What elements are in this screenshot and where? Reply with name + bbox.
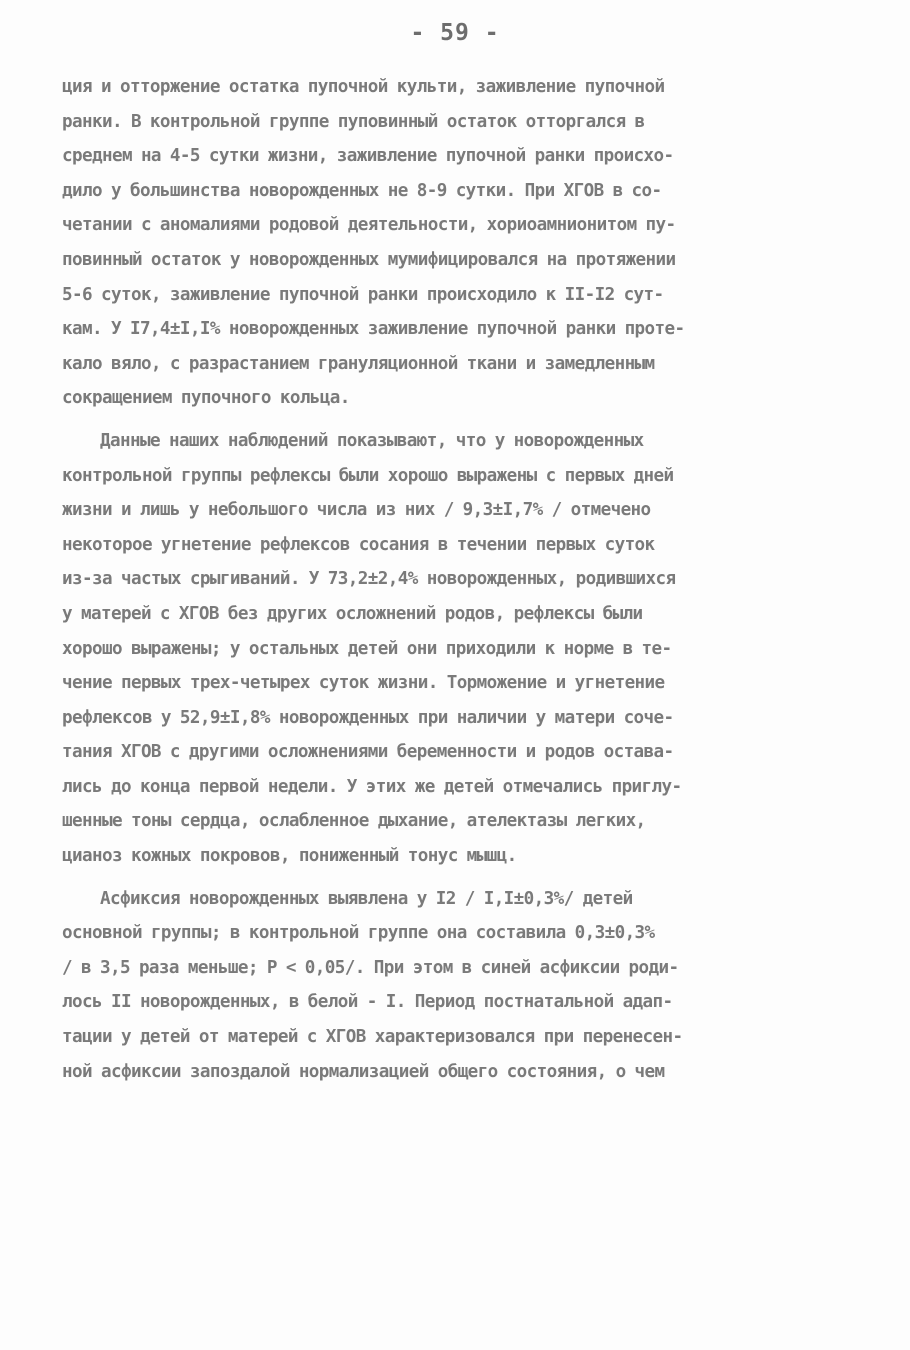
text-line: у матерей с ХГОВ без других осложнений родов, рефлексы были bbox=[62, 603, 643, 624]
text-line: основной группы; в контрольной группе она составила 0,3±0,3% bbox=[62, 923, 655, 944]
text-line: дило у большинства новорожденных не 8-9 сутки. При ХГОВ в со- bbox=[62, 180, 662, 201]
text-line: тания ХГОВ с другими осложнениями беременности и родов остава- bbox=[62, 742, 674, 763]
text-line: контрольной группы рефлексы были хорошо выражены с первых дней bbox=[62, 465, 674, 486]
text-line: кам. У I7,4±I,I% новорожденных заживление пупочной ранки проте- bbox=[62, 319, 685, 340]
text-line: сокращением пупочного кольца. bbox=[62, 388, 350, 409]
paragraph bbox=[62, 882, 852, 1090]
text-line: четании с аномалиями родовой деятельности, хориоамнионитом пу- bbox=[62, 215, 676, 236]
text-line: лось II новорожденных, в белой - I. Период постнатальной адап- bbox=[62, 992, 673, 1013]
text-line: Данные наших наблюдений показывают, что у новорожденных bbox=[100, 430, 644, 451]
text-line: среднем на 4-5 сутки жизни, заживление пупочной ранки происхо- bbox=[62, 146, 674, 167]
text-line: ранки. В контрольной группе пуповинный остаток отторгался в bbox=[62, 111, 645, 132]
paragraph bbox=[62, 424, 852, 874]
text-line: тации у детей от матерей с ХГОВ характеризовался при перенесен- bbox=[62, 1027, 683, 1048]
text-line: / в 3,5 раза меньше; Р < 0,05/. При этом в синей асфиксии роди- bbox=[62, 957, 679, 978]
text-line: цианоз кожных покровов, пониженный тонус мышц. bbox=[62, 846, 517, 867]
paragraph bbox=[62, 70, 852, 416]
text-line: жизни и лишь у небольшого числа из них / 9,3±I,7% / отмечено bbox=[62, 500, 651, 521]
text-line: 5-6 суток, заживление пупочной ранки происходило к II-I2 сут- bbox=[62, 284, 664, 305]
text-line: ция и отторжение остатка пупочной культи, заживление пупочной bbox=[62, 77, 665, 97]
text-line: кало вяло, с разрастанием грануляционной ткани и замедленным bbox=[62, 353, 655, 374]
text-line: шенные тоны сердца, ослабленное дыхание, ателектазы легких, bbox=[62, 811, 646, 832]
text-line: чение первых трех-четырех суток жизни. Торможение и угнетение bbox=[62, 673, 665, 694]
text-line: некоторое угнетение рефлексов сосания в течении первых суток bbox=[62, 534, 655, 555]
text-line: лись до конца первой недели. У этих же детей отмечались приглу- bbox=[62, 776, 682, 797]
text-line: Асфиксия новорожденных выявлена у I2 / I,I±0,3%/ детей bbox=[100, 888, 633, 909]
text-line: хорошо выражены; у остальных детей они приходили к норме в те- bbox=[62, 638, 672, 659]
text-line: рефлексов у 52,9±I,8% новорожденных при наличии у матери соче- bbox=[62, 707, 674, 728]
text-line: из-за частых срыгиваний. У 73,2±2,4% новорожденных, родившихся bbox=[62, 569, 676, 590]
text-line: ной асфиксии запоздалой нормализацией общего состояния, о чем bbox=[62, 1061, 665, 1082]
body-text bbox=[62, 70, 852, 1089]
text-line: повинный остаток у новорожденных мумифицировался на протяжении bbox=[62, 249, 676, 270]
page-number: - 59 - bbox=[410, 20, 500, 46]
